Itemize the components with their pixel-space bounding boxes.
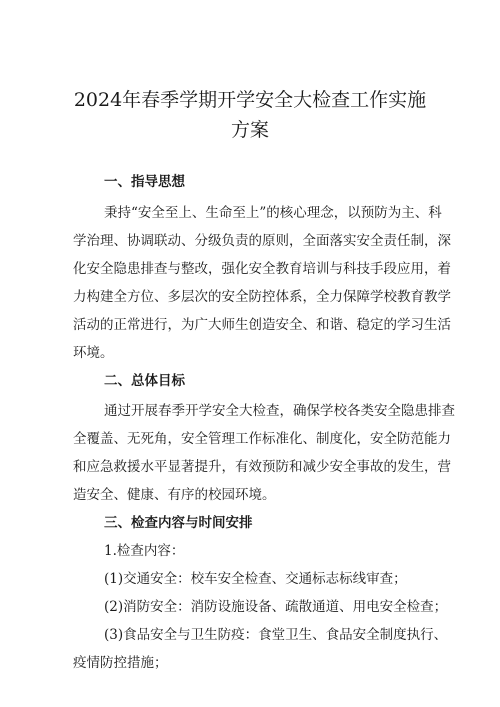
paragraph-line: 秉持“安全至上、生命至上”的核心理念，以预防为主、科 (104, 205, 442, 221)
paragraph-line: 环境。 (73, 345, 114, 361)
document-title-line-2: 方案 (230, 119, 269, 141)
subsection-label: 1.检查内容： (104, 543, 185, 559)
paragraph-line: 力构建全方位、多层次的安全防控体系，全力保障学校教育教学 (73, 289, 451, 305)
paragraph-line: 活动的正常进行，为广大师生创造安全、和谐、稳定的学习生活 (73, 317, 451, 333)
paragraph-line: 全覆盖、无死角，安全管理工作标准化、制度化，安全防范能力 (73, 431, 451, 447)
document-title-line-1: 2024年春季学期开学安全大检查工作实施 (73, 89, 427, 111)
paragraph-line: 造安全、健康、有序的校园环境。 (73, 487, 276, 503)
list-item-continuation: 疫情防控措施； (73, 655, 168, 671)
paragraph-line: 和应急救援水平显著提升，有效预防和减少安全事故的发生，营 (73, 459, 451, 475)
list-item: (3)食品安全与卫生防疫：食堂卫生、食品安全制度执行、 (104, 627, 448, 643)
paragraph-line: 化安全隐患排查与整改，强化安全教育培训与科技手段应用，着 (73, 261, 451, 277)
list-item: (1)交通安全：校车安全检查、交通标志标线审查； (104, 571, 407, 587)
paragraph-line: 通过开展春季开学安全大检查，确保学校各类安全隐患排查 (104, 403, 455, 419)
paragraph-line: 学治理、协调联动、分级负责的原则，全面落实安全责任制，深 (73, 233, 451, 249)
section-heading-guiding-ideology: 一、指导思想 (104, 174, 185, 190)
list-item: (2)消防安全：消防设施设备、疏散通道、用电安全检查； (104, 599, 448, 615)
section-heading-inspection-content: 三、检查内容与时间安排 (104, 515, 253, 531)
section-heading-overall-goal: 二、总体目标 (104, 373, 185, 389)
